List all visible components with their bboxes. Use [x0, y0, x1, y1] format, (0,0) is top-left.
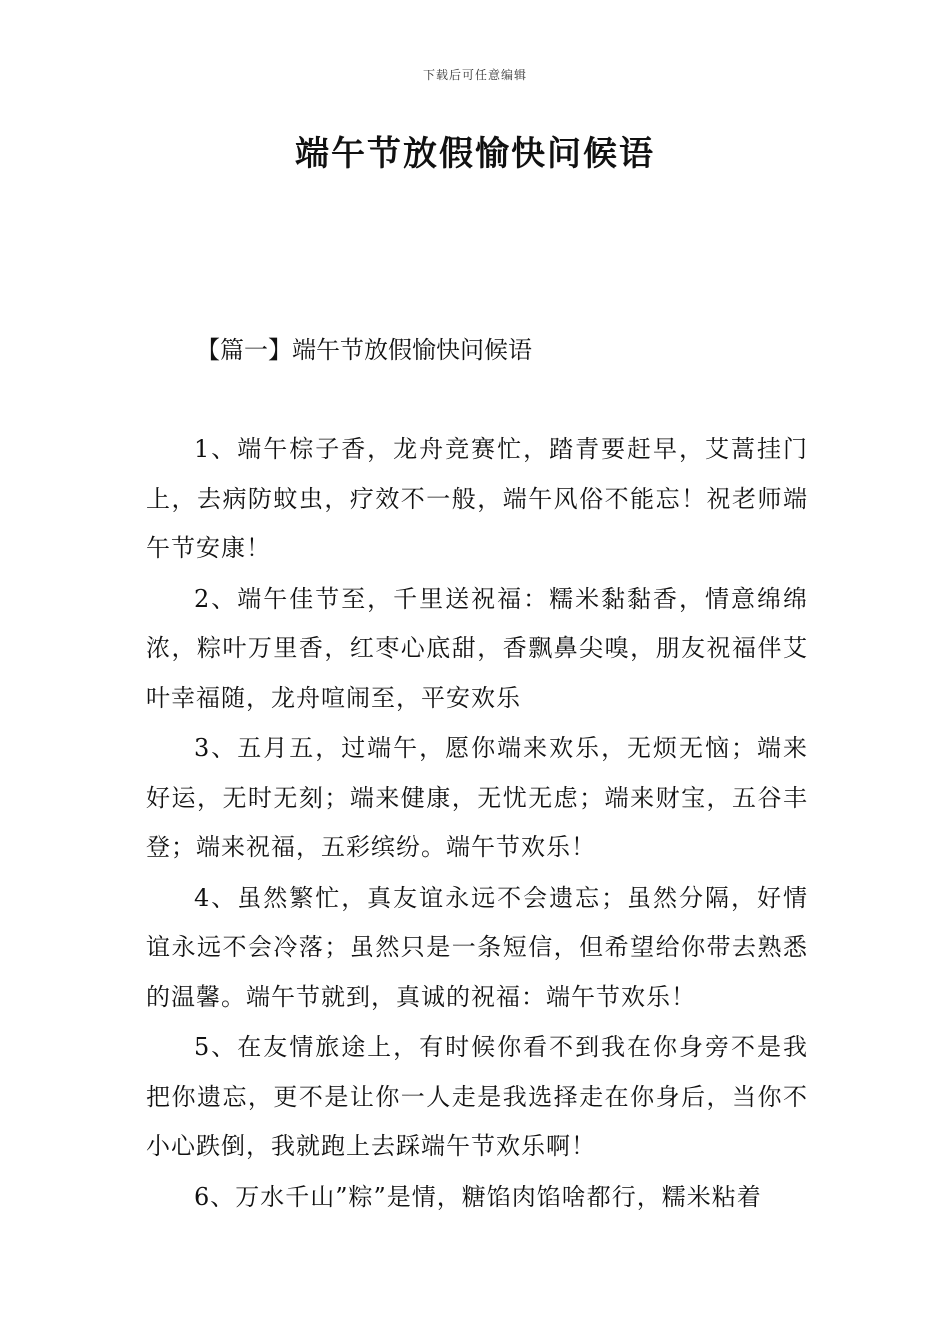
- paragraph-6: 6、万水千山”粽”是情，糖馅肉馅啥都行，糯米粘着: [194, 1182, 762, 1211]
- paragraph-5: 5、在友情旅途上，有时候你看不到我在你身旁不是我把你遗忘，更不是让你一人走是我选择走在你身后，当你不小心跌倒，我就跑上去踩端午节欢乐啊！: [146, 1033, 808, 1160]
- paragraph-3: 3、五月五，过端午，愿你端来欢乐，无烦无恼；端来好运，无时无刻；端来健康，无忧无虑；端来财宝，五谷丰登；端来祝福，五彩缤纷。端午节欢乐！: [146, 734, 808, 861]
- header-note: 下载后可任意编辑: [422, 68, 527, 82]
- document-title: 端午节放假愉快问候语: [295, 134, 655, 174]
- paragraph-1: 1、端午棕子香，龙舟竞赛忙，踏青要赶早，艾蒿挂门上，去病防蚊虫，疗效不一般，端午风俗不能忘！祝老师端午节安康！: [146, 435, 808, 562]
- paragraph-4: 4、虽然繁忙，真友谊永远不会遗忘；虽然分隔，好情谊永远不会冷落；虽然只是一条短信，但希望给你带去熟悉的温馨。端午节就到，真诚的祝福：端午节欢乐！: [146, 883, 808, 1011]
- section-heading: 【篇一】端午节放假愉快问候语: [196, 336, 532, 364]
- paragraph-2: 2、端午佳节至，千里送祝福：糯米黏黏香，情意绵绵浓，粽叶万里香，红枣心底甜，香飘鼻尖嗅，朋友祝福伴艾叶幸福随，龙舟喧闹至，平安欢乐: [146, 584, 808, 712]
- document-body: [146, 425, 808, 1223]
